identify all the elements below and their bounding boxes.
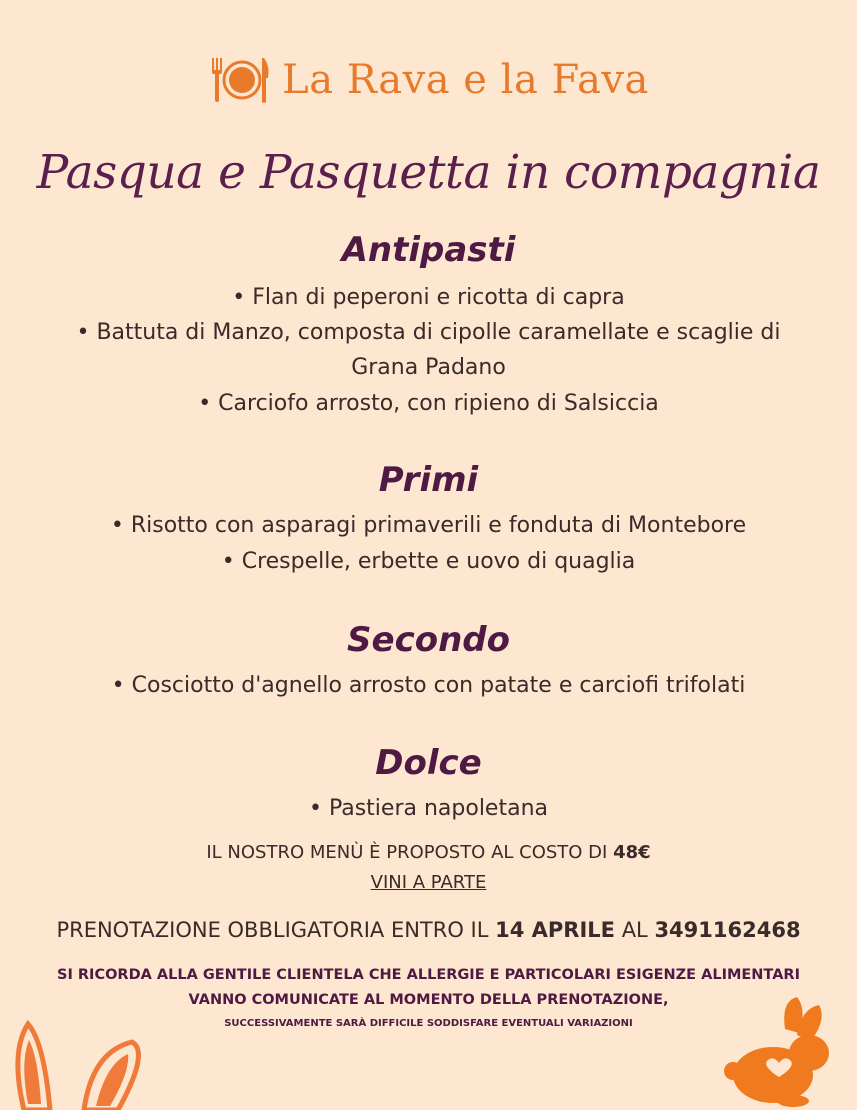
menu-item: • Flan di peperoni e ricotta di capra — [232, 285, 625, 310]
menu-item: • Risotto con asparagi primaverili e fonduta di Montebore — [110, 513, 747, 538]
booking-date: 14 APRILE — [495, 918, 616, 942]
menu-item: • Pastiera napoletana — [308, 796, 548, 821]
restaurant-name: La Rava e la Fava — [282, 57, 649, 103]
menu-item: • Carciofo arrosto, con ripieno di Salsiccia — [198, 391, 659, 416]
price-text: IL NOSTRO MENÙ È PROPOSTO AL COSTO DI — [206, 842, 614, 863]
section-heading-dolce: Dolce — [375, 743, 482, 783]
bunny-icon — [723, 997, 835, 1107]
section-heading-secondo: Secondo — [347, 620, 510, 660]
restaurant-logo — [0, 52, 857, 108]
wines-note: VINI A PARTE — [370, 872, 487, 893]
booking-info — [0, 918, 857, 942]
booking-phone: 3491162468 — [654, 918, 801, 942]
price-amount: 48€ — [613, 842, 651, 863]
plate-fork-knife-icon — [208, 52, 272, 108]
menu-price — [0, 842, 857, 863]
allergy-notice-line1: SI RICORDA ALLA GENTILE CLIENTELA CHE ALLERGIE E PARTICOLARI ESIGENZE ALIMENTARI — [57, 967, 800, 983]
section-heading-antipasti: Antipasti — [341, 230, 516, 270]
allergy-notice-line2: VANNO COMUNICATE AL MOMENTO DELLA PRENOTAZIONE, — [188, 992, 669, 1008]
page-title: Pasqua e Pasquetta in compagnia — [36, 145, 821, 200]
allergy-notice-line3: SUCCESSIVAMENTE SARÀ DIFFICILE SODDISFARE EVENTUALI VARIAZIONI — [224, 1018, 633, 1029]
menu-item: • Crespelle, erbette e uovo di quaglia — [221, 549, 636, 574]
section-heading-primi: Primi — [378, 460, 479, 500]
booking-middle: AL — [615, 918, 655, 942]
bunny-ears-icon — [10, 1012, 160, 1110]
booking-prefix: PRENOTAZIONE OBBLIGATORIA ENTRO IL — [56, 918, 496, 942]
menu-item: Grana Padano — [351, 355, 506, 380]
menu-item: • Cosciotto d'agnello arrosto con patate e carciofi trifolati — [111, 673, 746, 698]
menu-item: • Battuta di Manzo, composta di cipolle caramellate e scaglie di — [76, 320, 781, 345]
